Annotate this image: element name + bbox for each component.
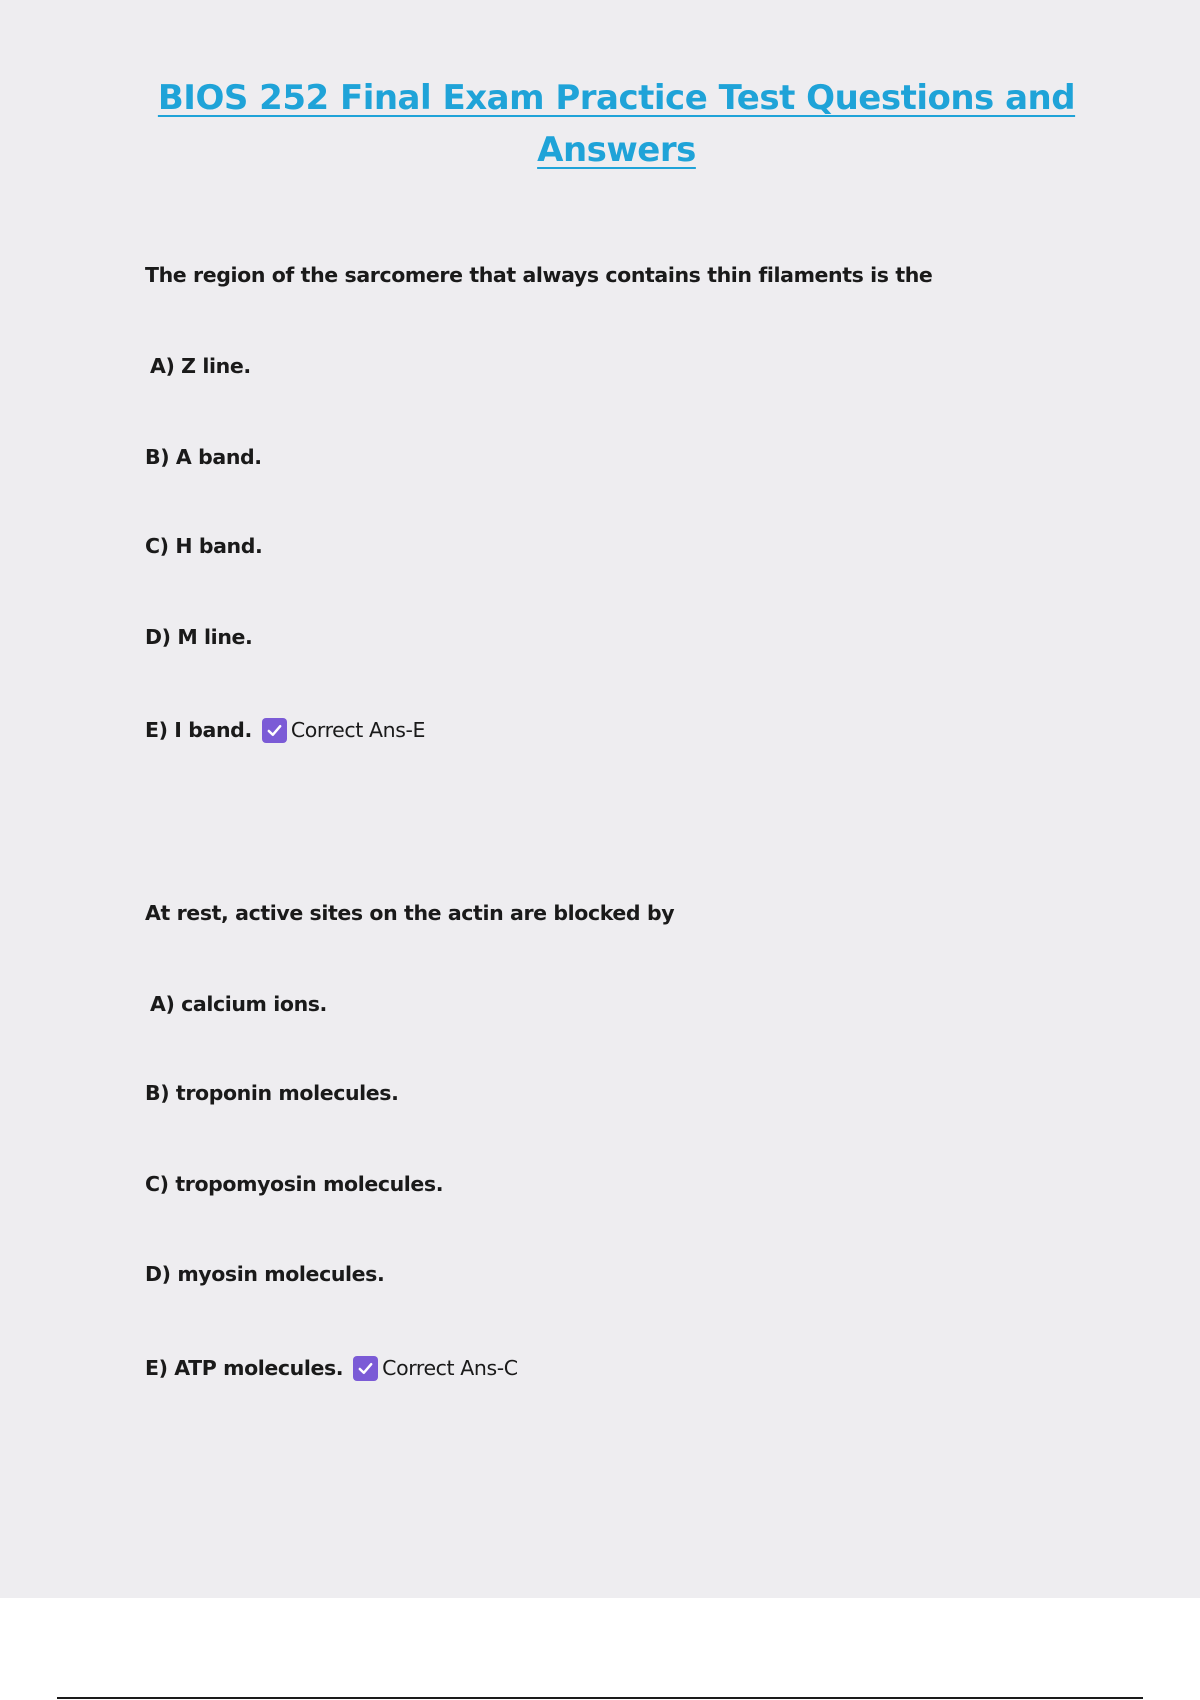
question-2-option-e: E) ATP molecules. bbox=[145, 1356, 344, 1380]
question-2-option-a: A) calcium ions. bbox=[150, 992, 327, 1016]
question-2-option-e-row bbox=[145, 1354, 518, 1382]
question-1-option-c: C) H band. bbox=[145, 534, 263, 558]
question-1-option-e: E) I band. bbox=[145, 718, 252, 742]
question-2-option-d: D) myosin molecules. bbox=[145, 1262, 385, 1286]
question-2-option-c: C) tropomyosin molecules. bbox=[145, 1172, 444, 1196]
question-1-option-a: A) Z line. bbox=[150, 354, 251, 378]
question-2-option-b: B) troponin molecules. bbox=[145, 1081, 399, 1105]
question-1-text: The region of the sarcomere that always contains thin filaments is the bbox=[145, 263, 933, 287]
question-1-option-d: D) M line. bbox=[145, 625, 253, 649]
question-1-option-e-row bbox=[145, 716, 425, 744]
question-1-answer: Correct Ans-E bbox=[290, 718, 426, 742]
footer-divider bbox=[57, 1697, 1143, 1699]
document-title bbox=[150, 72, 1083, 176]
question-2-answer: Correct Ans-C bbox=[382, 1356, 518, 1380]
question-1-option-b: B) A band. bbox=[145, 445, 262, 469]
check-box-icon bbox=[353, 1356, 378, 1381]
title-line-2: Answers bbox=[537, 130, 696, 170]
question-2-text: At rest, active sites on the actin are blocked by bbox=[145, 901, 675, 925]
check-box-icon bbox=[262, 718, 287, 743]
title-line-1: BIOS 252 Final Exam Practice Test Questions and bbox=[157, 78, 1076, 118]
